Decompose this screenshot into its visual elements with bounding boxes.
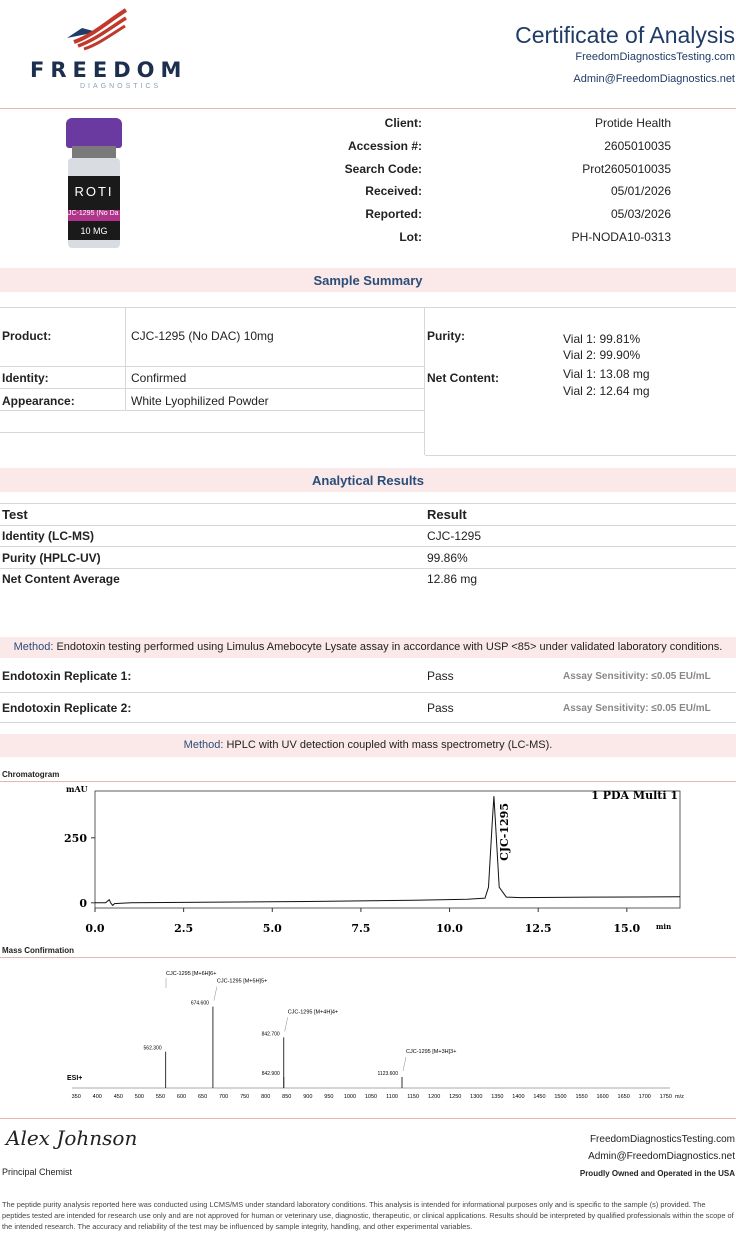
divider: [0, 432, 424, 433]
endotoxin-label: Endotoxin Replicate 2:: [2, 701, 132, 715]
divider: [0, 692, 736, 693]
peak-value-label: 674.600: [190, 1000, 209, 1007]
x-tick-label: 700: [219, 1094, 229, 1100]
plot-frame: [95, 791, 680, 908]
x-tick-label: 500: [134, 1094, 144, 1100]
peak-label: CJC-1295: [497, 803, 511, 861]
result-test: Net Content Average: [2, 572, 120, 586]
peak-value-label: 562.300: [143, 1045, 162, 1052]
result-value: 99.86%: [427, 551, 468, 565]
result-test: Identity (LC-MS): [2, 529, 94, 543]
info-label: Accession #:: [347, 139, 422, 153]
appearance-value: White Lyophilized Powder: [131, 394, 269, 408]
logo-wordmark: FREEDOM: [30, 58, 188, 82]
y-axis-label: mAU: [66, 784, 88, 794]
vial-dose-text: 10 MG: [80, 226, 108, 236]
x-tick-label: 1150: [407, 1094, 420, 1100]
endotoxin-sensitivity: Assay Sensitivity: ≤0.05 EU/mL: [563, 671, 711, 682]
x-tick-label: 1300: [470, 1094, 483, 1100]
footer-divider: [0, 1118, 736, 1119]
method-text: HPLC with UV detection coupled with mass spectrometry (LC-MS).: [226, 739, 553, 751]
divider: [0, 388, 424, 389]
x-tick-label: 10.0: [436, 922, 463, 935]
y-tick-label: 0: [79, 896, 87, 910]
method-text: Endotoxin testing performed using Limulus Amebocyte Lysate assay in accordance with USP <85> under validated laboratory conditions.: [56, 641, 723, 653]
header-website-link[interactable]: FreedomDiagnosticsTesting.com: [575, 51, 735, 63]
info-label: Lot:: [399, 230, 422, 244]
divider: [424, 307, 425, 455]
endotoxin-label: Endotoxin Replicate 1:: [2, 669, 132, 683]
endotoxin-method-band: [0, 637, 736, 658]
peak-annotation: CJC-1295 [M+5H]5+: [216, 978, 268, 985]
x-tick-label: 1450: [533, 1094, 546, 1100]
vial-brand-text: ROTI: [74, 184, 114, 199]
analytical-results-title: Analytical Results: [312, 473, 424, 488]
net-content-label: Net Content:: [427, 371, 499, 385]
chromatogram-caption: Chromatogram: [2, 770, 60, 779]
x-tick-label: 750: [240, 1094, 250, 1100]
info-label: Received:: [365, 184, 422, 198]
results-col-test: Test: [2, 507, 28, 522]
peak-annotation: CJC-1295 [M+6H]6+: [166, 971, 217, 977]
signature: Alex Johnson: [6, 1126, 138, 1150]
x-tick-label: 1250: [449, 1094, 462, 1100]
page-title: Certificate of Analysis: [515, 22, 735, 48]
analytical-results-band: [0, 468, 736, 492]
x-tick-label: 12.5: [524, 922, 552, 935]
logo-subtitle: DIAGNOSTICS: [80, 83, 162, 90]
info-value: Protide Health: [594, 116, 671, 130]
header-email-link[interactable]: Admin@FreedomDiagnostics.net: [573, 73, 735, 85]
footer-email-link[interactable]: Admin@FreedomDiagnostics.net: [588, 1151, 735, 1162]
signer-role: Principal Chemist: [2, 1167, 73, 1177]
divider: [0, 410, 424, 411]
x-tick-label: 1200: [428, 1094, 441, 1100]
peak-annotation: CJC-1295 [M+3H]3+: [405, 1049, 457, 1055]
product-vial-image: [60, 118, 128, 256]
divider: [0, 525, 736, 526]
annotation-leader: [403, 1057, 406, 1071]
divider: [0, 503, 736, 504]
x-tick-label: 1050: [364, 1094, 378, 1100]
x-tick-label: 1500: [554, 1094, 567, 1100]
info-label: Reported:: [365, 207, 422, 221]
x-tick-label: 400: [92, 1094, 102, 1100]
footer-tagline: Proudly Owned and Operated in the USA: [579, 1169, 735, 1178]
divider: [425, 455, 736, 456]
chart-title: 1 PDA Multi 1: [591, 789, 678, 802]
net-content-vial2: Vial 2: 12.64 mg: [563, 384, 650, 398]
spectrum-title: ESI+: [67, 1075, 83, 1082]
peak-value-label: 1123.600: [377, 1071, 398, 1077]
divider: [0, 568, 736, 569]
product-label: Product:: [2, 329, 52, 343]
divider: [0, 722, 736, 723]
identity-label: Identity:: [2, 371, 49, 385]
x-tick-label: 600: [176, 1094, 187, 1100]
x-axis-label: min: [656, 922, 672, 931]
info-value: 2605010035: [604, 139, 671, 153]
chromatogram-trace: [95, 796, 680, 905]
y-tick-label: 250: [64, 831, 87, 845]
annotation-leader: [214, 987, 217, 1001]
endotoxin-result: Pass: [427, 701, 454, 715]
result-value: CJC-1295: [427, 529, 482, 543]
divider: [0, 366, 424, 367]
x-tick-label: 1350: [491, 1094, 504, 1100]
x-tick-label: 1000: [343, 1094, 357, 1100]
x-tick-label: 650: [197, 1094, 208, 1100]
identity-value: Confirmed: [131, 371, 187, 385]
divider: [0, 546, 736, 547]
x-tick-label: 15.0: [613, 922, 641, 935]
product-value: CJC-1295 (No DAC) 10mg: [131, 329, 274, 343]
results-col-result: Result: [427, 507, 467, 522]
hplc-method-band: [0, 734, 736, 757]
endotoxin-sensitivity: Assay Sensitivity: ≤0.05 EU/mL: [563, 703, 711, 714]
info-value: 05/03/2026: [610, 207, 671, 221]
x-tick-label: 800: [261, 1094, 271, 1100]
footer-website-link[interactable]: FreedomDiagnosticsTesting.com: [589, 1134, 735, 1145]
result-test: Purity (HPLC-UV): [2, 551, 101, 565]
x-axis-label: m/z: [675, 1094, 684, 1100]
x-tick-label: 2.5: [174, 922, 194, 935]
x-tick-label: 5.0: [262, 922, 282, 935]
info-value: Prot2605010035: [582, 162, 671, 176]
mass-spectrum-chart: [0, 960, 736, 1105]
appearance-label: Appearance:: [2, 394, 75, 408]
endotoxin-result: Pass: [427, 669, 454, 683]
chromatogram-chart: [0, 783, 736, 943]
vial-product-text: JC-1295 (No Da: [68, 210, 120, 221]
x-tick-label: 1750: [659, 1094, 672, 1100]
x-tick-label: 950: [324, 1094, 334, 1100]
x-tick-label: 1700: [638, 1094, 651, 1100]
x-tick-label: 550: [155, 1094, 166, 1100]
annotation-leader: [285, 1017, 288, 1031]
x-tick-label: 7.5: [351, 922, 371, 935]
x-tick-label: 0.0: [85, 922, 105, 935]
x-tick-label: 1400: [512, 1094, 525, 1100]
purity-label: Purity:: [427, 329, 466, 343]
info-label: Search Code:: [344, 162, 422, 176]
x-tick-label: 1600: [596, 1094, 609, 1100]
logo-eagle-mark: [62, 8, 132, 56]
x-tick-label: 350: [71, 1094, 81, 1100]
divider: [125, 307, 126, 410]
x-tick-label: 1650: [617, 1094, 630, 1100]
sample-summary-band: [0, 268, 736, 292]
purity-vial1: Vial 1: 99.81%: [563, 332, 641, 346]
method-label: Method:: [183, 739, 224, 751]
purity-vial2: Vial 2: 99.90%: [563, 348, 641, 362]
peak-value-label: 842.700: [261, 1031, 280, 1038]
chromatogram-divider: [0, 781, 736, 782]
disclaimer: The peptide purity analysis reported here was conducted using LCMS/MS under standard laboratory conditions. This analysis is intended for informational purposes only and is specific to the sample (s) provided. The peptides tested are intended for research use only and are not approved for human or veterinary use, diagnostic, therapeutic, or clinical applications. Results should be interpreted by qualified professionals within the scope of the intended research. The accuracy and reliability of the test may be influenced by sample integrity, handling, and other experimental variables.: [2, 1200, 734, 1231]
x-tick-label: 850: [282, 1094, 292, 1100]
info-value: PH-NODA10-0313: [571, 230, 671, 244]
x-tick-label: 1550: [575, 1094, 588, 1100]
net-content-vial1: Vial 1: 13.08 mg: [563, 367, 650, 381]
x-tick-label: 1100: [386, 1094, 398, 1100]
x-tick-label: 450: [113, 1094, 123, 1100]
info-label: Client:: [384, 116, 422, 130]
result-value: 12.86 mg: [427, 572, 478, 586]
divider: [0, 307, 736, 308]
method-label: Method:: [13, 641, 54, 653]
sample-summary-title: Sample Summary: [313, 273, 423, 288]
x-tick-label: 900: [303, 1094, 313, 1100]
header-divider: [0, 108, 736, 109]
peak-value-label: 842.900: [261, 1071, 280, 1077]
peak-annotation: CJC-1295 [M+4H]4+: [287, 1009, 339, 1016]
mass-confirmation-caption: Mass Confirmation: [2, 946, 75, 955]
info-value: 05/01/2026: [610, 184, 671, 198]
mass-divider: [0, 957, 736, 958]
